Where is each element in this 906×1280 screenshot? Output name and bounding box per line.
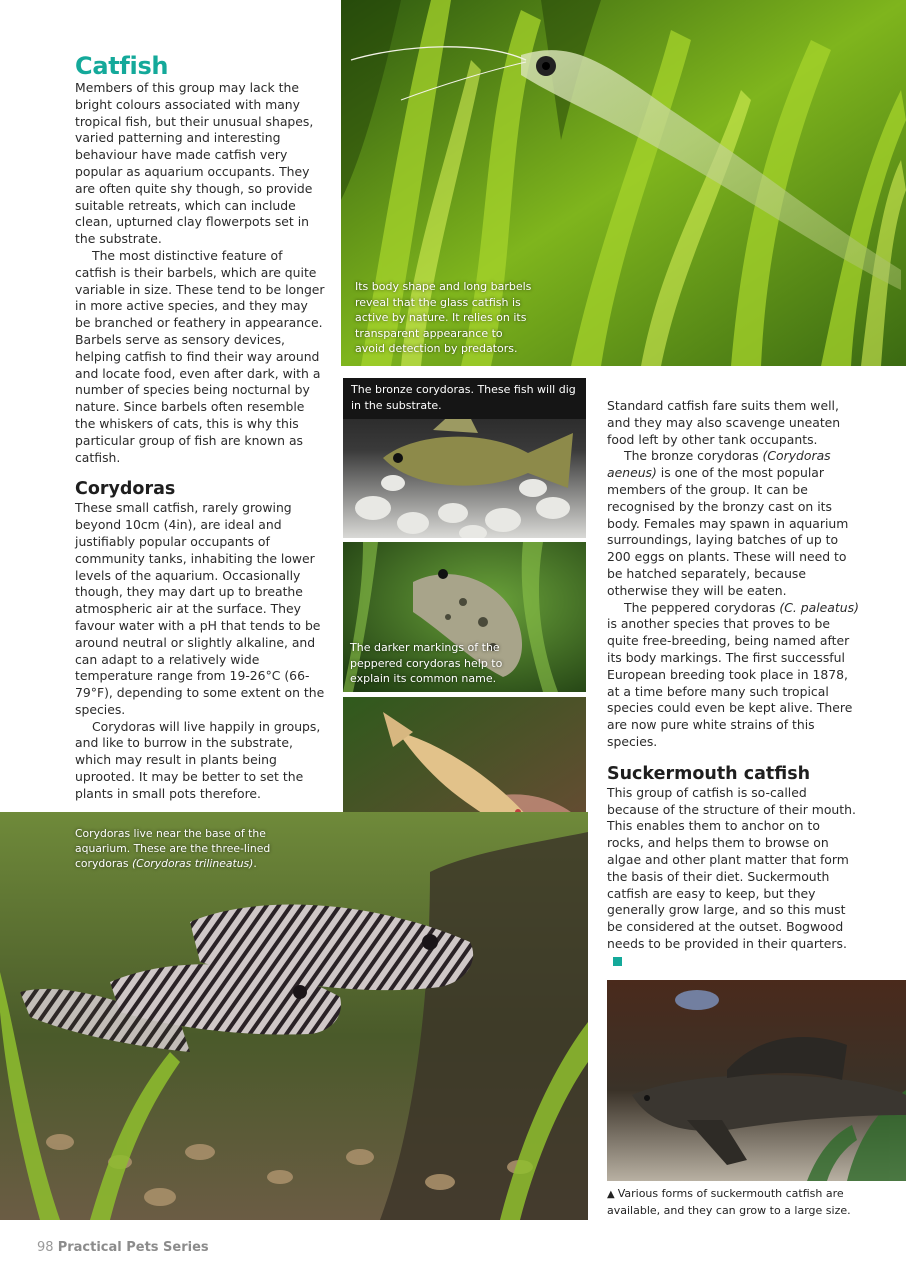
peppered-corydoras-paragraph: The peppered corydoras (C. paleatus) is another species that proves to be quite free-breeding, being named after its body markings. The first successful European breeding took place in 1878, at a time before many such tropical species could even be kept alive. There are now pure white strains of this species. [607, 599, 859, 749]
peppered-corydoras-caption: The darker markings of the peppered corydoras help to explain its common name. [350, 641, 503, 685]
glass-catfish-caption: Its body shape and long barbels reveal that the glass catfish is active by nature. It relies on its transparent appearance to avoid detection by predators. [355, 280, 532, 355]
corydoras-heading: Corydoras [75, 479, 176, 500]
caption-arrow-icon: ▲ [607, 1189, 615, 1200]
intro-paragraph-2: The most distinctive feature of catfish is their barbels, which are quite variable in size. These tend to be longer in more active species, and they may be branched or feathery in appearance. Barbels serve as sensory devices, helping catfish to find their way around and locate food, even after dark, with a number of species being nocturnal by nature. Since barbels often resemble the whiskers of cats, this is why this particular group of fish are known as catfish. [75, 247, 325, 465]
suckermouth-catfish-photo [607, 980, 906, 1181]
page-number: 98 [37, 1240, 54, 1255]
bronze-corydoras-photo [343, 378, 586, 538]
three-lined-corydoras-photo [0, 812, 588, 1220]
left-text-column [75, 52, 325, 803]
article-title: Catfish [75, 52, 169, 80]
page-footer [37, 1240, 209, 1255]
series-name: Practical Pets Series [57, 1240, 209, 1255]
peppered-corydoras-photo [343, 542, 586, 692]
bronze-corydoras-paragraph: The bronze corydoras (Corydoras aeneus) is one of the most popular members of the group. It can be recognised by the bronzy cast on its body. Females may spawn in aquarium surroundings, laying batches of up to 200 eggs on plants. These will need to be hatched separately, because otherwise they will be eaten. [607, 448, 849, 598]
suckermouth-paragraph: This group of catfish is so-called because of the structure of their mouth. This enables them to anchor on to rocks, and helps them to browse on algae and other plant matter that form the basis of their diet. Suckermouth catfish are easy to keep, but they generally grow large, and so this must be considered at the outset. Bogwood needs to be provided in their quarters. [607, 785, 859, 970]
three-lined-corydoras-caption: Corydoras live near the base of the aquarium. These are the three-lined corydoras (Corydoras trilineatus). [75, 827, 271, 870]
corydoras-paragraph-2: Corydoras will live happily in groups, and like to burrow in the substrate, which may result in plants being uprooted. It may be better to set the plants in small pots therefore. [75, 718, 321, 801]
corydoras-fare-paragraph: Standard catfish fare suits them well, and they may also scavenge uneaten food left by other tank occupants. [607, 398, 841, 447]
article-end-mark [613, 957, 622, 966]
suckermouth-heading: Suckermouth catfish [607, 763, 811, 784]
right-text-column [607, 398, 859, 970]
glass-catfish-photo [341, 0, 906, 366]
corydoras-paragraph-1: These small catfish, rarely growing beyond 10cm (4in), are ideal and justifiably popular occupants of community tanks, inhabiting the lower levels of the aquarium. Occasionally though, they may dart up to breathe atmospheric air at the surface. They favour water with a pH that tends to be around neutral or slightly alkaline, and can adapt to a relatively wide temperature range from 19-26°C (66-79°F), depending to some extent on the species. [75, 500, 325, 717]
suckermouth-caption: ▲ Various forms of suckermouth catfish are available, and they can grow to a large size. [607, 1187, 851, 1217]
intro-paragraph-1: Members of this group may lack the bright colours associated with many tropical fish, but their unusual shapes, varied patterning and interesting behaviour have made catfish very popular as aquarium occupants. They are often quite shy though, so provide suitable retreats, which can include clean, upturned clay flowerpots set in the substrate. [75, 80, 314, 247]
bronze-corydoras-caption: The bronze corydoras. These fish will dig in the substrate. [343, 378, 586, 419]
